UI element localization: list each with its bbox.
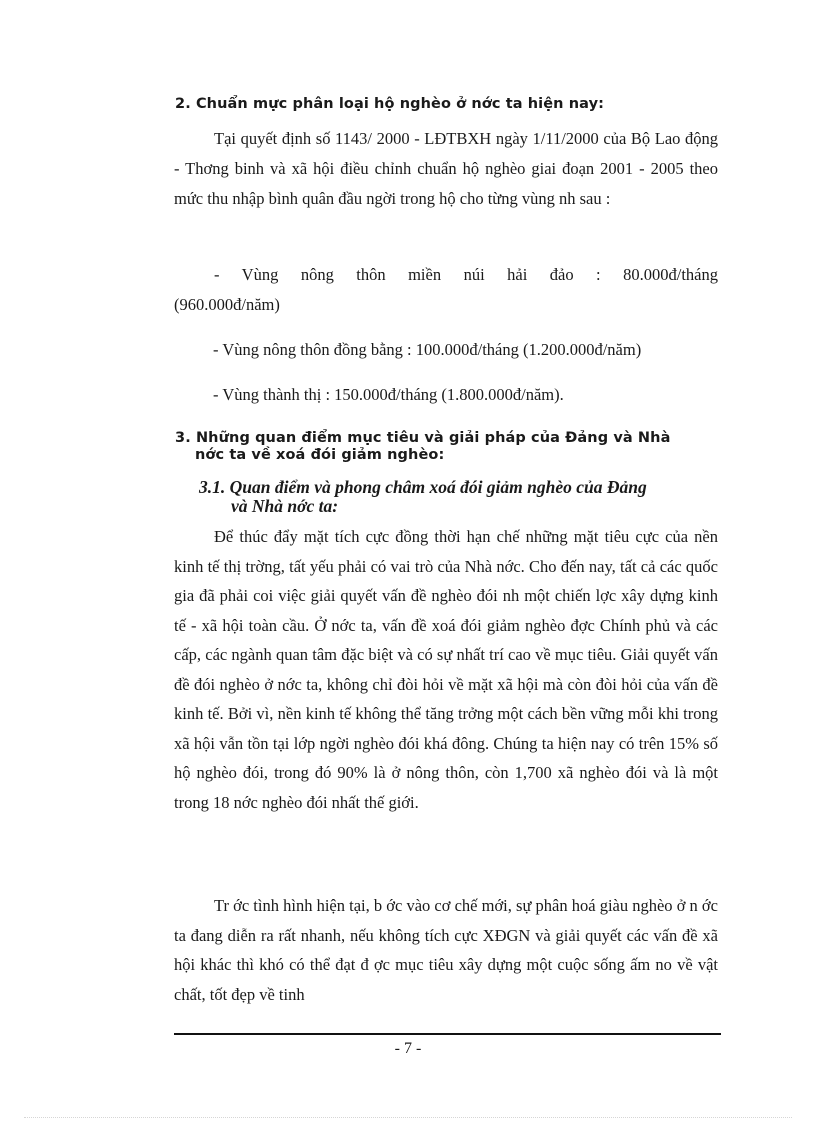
region-urban-item: - Vùng thành thị : 150.000đ/tháng (1.800.000đ/năm). — [213, 385, 564, 404]
region-mountain-item: - Vùng nông thôn miền núi hải đảo : 80.000đ/tháng (960.000đ/năm) — [174, 265, 718, 314]
footer-rule — [174, 1033, 721, 1035]
region-delta-item: - Vùng nông thôn đồng bằng : 100.000đ/tháng (1.200.000đ/năm) — [213, 340, 642, 359]
section-3-heading — [175, 430, 670, 464]
page-number: - 7 - — [394, 1040, 422, 1057]
section-3-heading-line2: nớc ta về xoá đói giảm nghèo: — [195, 447, 445, 463]
section-3-1-heading-line1: 3.1. Quan điểm và phong châm xoá đói giảm nghèo của Đảng — [199, 477, 647, 497]
section-3-1-heading — [199, 478, 719, 516]
section-2-heading: 2. Chuẩn mực phân loại hộ nghèo ở nớc ta hiện nay: — [175, 96, 605, 112]
page-bottom-border — [24, 1117, 792, 1118]
section-3-1-paragraph-1: Để thúc đẩy mặt tích cực đồng thời hạn chế những mặt tiêu cực của nền kinh tế thị trờng, tất yếu phải có vai trò của Nhà nớc. Cho đến nay, tất cả các quốc gia đã phải coi việc giải quyết vấn đề nghèo đói nh một chiến lợc xây dựng kinh tế - xã hội toàn cầu. Ở nớc ta, vấn đề xoá đói giảm nghèo đợc Chính phủ và các cấp, các ngành quan tâm đặc biệt và có sự nhất trí cao về mục tiêu. Giải quyết vấn đề đói nghèo ở nớc ta, không chỉ đòi hỏi về mặt xã hội mà còn đòi hỏi của vấn đề kinh tế. Bởi vì, nền kinh tế không thể tăng trởng một cách bền vững mỗi khi trong xã hội vẫn tồn tại lớp ngời nghèo đói khá đông. Chúng ta hiện nay có trên 15% số hộ nghèo đói, trong đó 90% là ở nông thôn, còn 1,700 xã nghèo đói và là một trong 18 nớc nghèo đói nhất thế giới. — [174, 527, 718, 812]
section-3-1-heading-line2: và Nhà nớc ta: — [231, 496, 339, 516]
section-2-intro-paragraph: Tại quyết định số 1143/ 2000 - LĐTBXH ngày 1/11/2000 của Bộ Lao động - Thơng binh và xã hội điều chỉnh chuẩn hộ nghèo giai đoạn 2001 - 2005 theo mức thu nhập bình quân đầu ngời trong hộ cho từng vùng nh sau : — [174, 129, 718, 208]
section-3-1-paragraph-2: Tr ớc tình hình hiện tại, b ớc vào cơ chế mới, sự phân hoá giàu nghèo ở n ớc ta đang diễn ra rất nhanh, nếu không tích cực XĐGN và giải quyết các vấn đề xã hội khác thì khó có thể đạt đ ợc mục tiêu xây dựng một cuộc sống ấm no về vật chất, tốt đẹp về tinh — [174, 896, 718, 1004]
section-3-heading-line1: 3. Những quan điểm mục tiêu và giải pháp của Đảng và Nhà — [175, 430, 671, 446]
